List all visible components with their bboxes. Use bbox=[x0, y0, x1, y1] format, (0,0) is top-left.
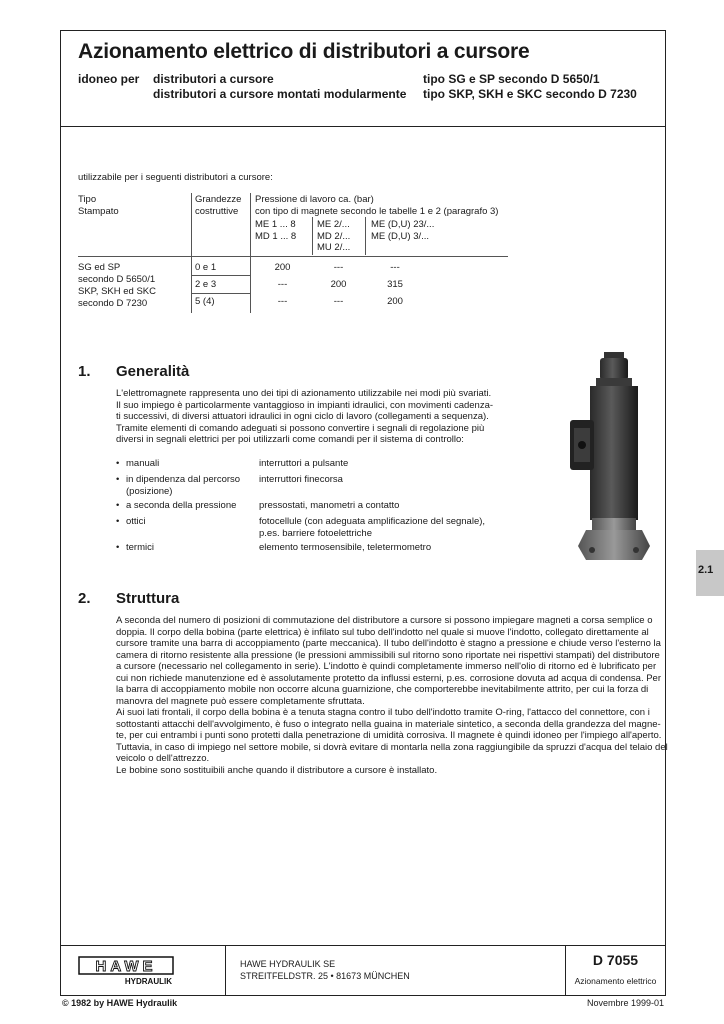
section2-text bbox=[116, 615, 668, 776]
table-vline-2 bbox=[250, 193, 251, 313]
table-row-v2: --- bbox=[333, 296, 344, 307]
section1-line: Tramite elementi di comando adeguati si possono convertire i segnali di regolazione più bbox=[116, 422, 485, 434]
table-header-col2: ME 2/... MD 2/... MU 2/... bbox=[317, 219, 351, 253]
bullet-key: termici bbox=[126, 542, 154, 553]
table-vline-1 bbox=[191, 193, 192, 313]
section2-line: doppia. Il corpo della bobina (parte elettrica) è infilato sul tubo dell'indotto nel quale si muove l'indotto, collegato direttamente al bbox=[116, 626, 649, 638]
section1-text bbox=[116, 388, 493, 446]
intro-text: utilizzabile per i seguenti distributori a cursore: bbox=[78, 172, 273, 183]
copyright: © 1982 by HAWE Hydraulik bbox=[62, 998, 178, 1008]
table-header-tipo: Tipo Stampato bbox=[78, 194, 119, 217]
table-hline-header bbox=[78, 256, 508, 257]
footer-divider-left bbox=[225, 945, 226, 996]
page-title: Azionamento elettrico di distributori a cursore bbox=[78, 40, 530, 63]
logo-text: HAWE bbox=[95, 958, 157, 975]
table-row-size: 5 (4) bbox=[195, 296, 215, 307]
bullet-value: interruttori a pulsante bbox=[259, 458, 349, 469]
table-header-col3: ME (D,U) 23/... ME (D,U) 3/... bbox=[371, 219, 435, 242]
section1-number: 1. bbox=[78, 363, 91, 380]
address-line2: STREITFELDSTR. 25 • 81673 MÜNCHEN bbox=[240, 971, 410, 981]
table-row-v2: --- bbox=[333, 262, 344, 273]
section1-line: Il suo impiego è particolarmente vantaggioso in impianti idraulici, con movimenti cadenza- bbox=[116, 399, 494, 411]
table-header-pressione: Pressione di lavoro ca. (bar) con tipo di magnete secondo le tabelle 1 e 2 (paragrafo 3) bbox=[255, 194, 499, 217]
bullet-dot: • bbox=[116, 516, 120, 527]
header-label: idoneo per bbox=[78, 72, 140, 86]
section1-line: diversi in segnali elettrici per poi utilizzarli come comandi per il sistema di controllo: bbox=[116, 434, 464, 445]
bullet-dot: • bbox=[116, 474, 120, 485]
table-hline-row1 bbox=[191, 275, 250, 276]
section2-line: manovra del magnete può essere completamente sfruttata. bbox=[116, 695, 365, 707]
section2-title: Struttura bbox=[116, 590, 180, 607]
table-header-col1: ME 1 ... 8 MD 1 ... 8 bbox=[255, 219, 297, 242]
header-right-line2: tipo SKP, SKH e SKC secondo D 7230 bbox=[423, 87, 637, 101]
table-vline-4 bbox=[365, 217, 366, 255]
section2-line: sottostanti attacchi dell'avvolgimento, è fuso o integrato nella guaina in materiale sintetico, a seconda della grandezza del magne- bbox=[116, 718, 661, 730]
bullet-dot: • bbox=[116, 542, 120, 553]
footer-divider bbox=[60, 945, 666, 946]
table-row-v2: 200 bbox=[330, 279, 347, 290]
table-row-size: 0 e 1 bbox=[195, 262, 217, 273]
logo-subtext: HYDRAULIK bbox=[124, 977, 172, 986]
section2-line: veicolo o dell'attrezzo. bbox=[116, 753, 210, 764]
table-header-grandezze: Grandezze costruttive bbox=[195, 194, 242, 217]
solenoid-photo bbox=[566, 350, 662, 562]
table-row-v1: --- bbox=[277, 279, 288, 290]
table-row-v3: 315 bbox=[387, 279, 403, 290]
document-subtitle: Azionamento elettrico bbox=[574, 976, 657, 986]
header-divider bbox=[60, 126, 666, 127]
address-line1: HAWE HYDRAULIK SE bbox=[240, 959, 336, 969]
bullet-dot: • bbox=[116, 500, 120, 511]
header-left-line1: distributori a cursore bbox=[153, 72, 274, 86]
bullet-key: manuali bbox=[126, 458, 160, 469]
document-number: D 7055 bbox=[592, 952, 639, 968]
section2-line: la barra di accoppiamento mobile non occorre alcuna guarnizione, che comporterebbe inevitabilmente attrito, per cui la forza di bbox=[116, 684, 649, 695]
section2-line: camera di ritorno resistente alla pressione (le pressioni ammissibili sul ritorno sono riportate nei rispettivi stampati) del distributore bbox=[116, 649, 660, 661]
bullet-dot: • bbox=[116, 458, 120, 469]
section1-line: ti successivi, di diversi attuatori idraulici in ogni ciclo di lavoro (collegamenti a sequenza). bbox=[116, 411, 489, 422]
table-hline-row2 bbox=[191, 293, 250, 294]
bullet-value: elemento termosensibile, teletermometro bbox=[259, 542, 432, 553]
header-right-line1: tipo SG e SP secondo D 5650/1 bbox=[423, 72, 600, 86]
section2-line: A seconda del numero di posizioni di commutazione del distributore a cursore si possono impiegare magneti a corsa semplice o bbox=[116, 615, 653, 626]
header-left-line2: distributori a cursore montati modularmente bbox=[153, 87, 407, 101]
table-row-v3: --- bbox=[390, 262, 400, 273]
table-tipo-body: SG ed SP secondo D 5650/1 SKP, SKH ed SKC secondo D 7230 bbox=[78, 262, 156, 309]
bullet-value: fotocellule (con adeguata amplificazione del segnale), p.es. barriere fotoelettriche bbox=[259, 516, 486, 539]
pressure-table bbox=[78, 193, 508, 313]
section2-line: cui non richiede manutenzione ed è assolutamente protetto da influssi esterni, p.es. corrosione dovuta ad acqua di condensa. Per bbox=[116, 672, 662, 684]
bullet-key: in dipendenza dal percorso (posizione) bbox=[126, 474, 241, 497]
bullet-key: a seconda della pressione bbox=[126, 500, 237, 511]
bullet-key: ottici bbox=[126, 516, 146, 527]
bullet-value: interruttori finecorsa bbox=[259, 474, 343, 485]
table-vline-3 bbox=[312, 217, 313, 255]
table-row-v3: 200 bbox=[387, 296, 403, 307]
section2-line: a cursore (necessario nel collegamento in serie). L'indotto è quindi completamente immerso nell'olio di ritorno ed è lubrificato per bbox=[116, 661, 657, 672]
section1-line: L'elettromagnete rappresenta uno dei tipi di azionamento utilizzabile nei modi più svariati. bbox=[116, 388, 492, 399]
edition-date: Novembre 1999-01 bbox=[586, 998, 664, 1008]
section2-line: Tuttavia, in caso di impiego nel settore mobile, si dovrà evitare di montarla nella zona raggiungibile da spruzzi d'acqua del telaio del bbox=[116, 741, 668, 753]
chapter-tab bbox=[696, 550, 724, 596]
section2-line: cursore tramite una barra di accoppiamento (parte meccanica). Il tubo dell'indotto è stagno a pressione e chiude verso l'esterno la bbox=[116, 638, 661, 649]
section2-line: te, per cui entrambi i punti sono protetti dalla penetrazione di umidità corrosiva. Il magnete è quindi idoneo per l'impiego all'aperto. bbox=[116, 730, 662, 741]
hawe-logo bbox=[78, 956, 174, 986]
bullet-value: pressostati, manometri a contatto bbox=[259, 500, 400, 511]
chapter-tab-label: 2.1 bbox=[698, 564, 714, 576]
section2-line: Ai suoi lati frontali, il corpo della bobina è a tenuta stagna contro il tubo dell'indotto tramite O-ring, l'attacco del connettore, con i bbox=[116, 707, 650, 718]
section1-title: Generalità bbox=[116, 363, 190, 380]
table-row-v1: 200 bbox=[274, 262, 291, 273]
company-address bbox=[240, 958, 410, 982]
table-row-size: 2 e 3 bbox=[195, 279, 217, 290]
table-row-v1: --- bbox=[277, 296, 288, 307]
section2-number: 2. bbox=[78, 590, 91, 607]
section2-line: Le bobine sono sostituibili anche quando il distributore a cursore è installato. bbox=[116, 764, 438, 776]
